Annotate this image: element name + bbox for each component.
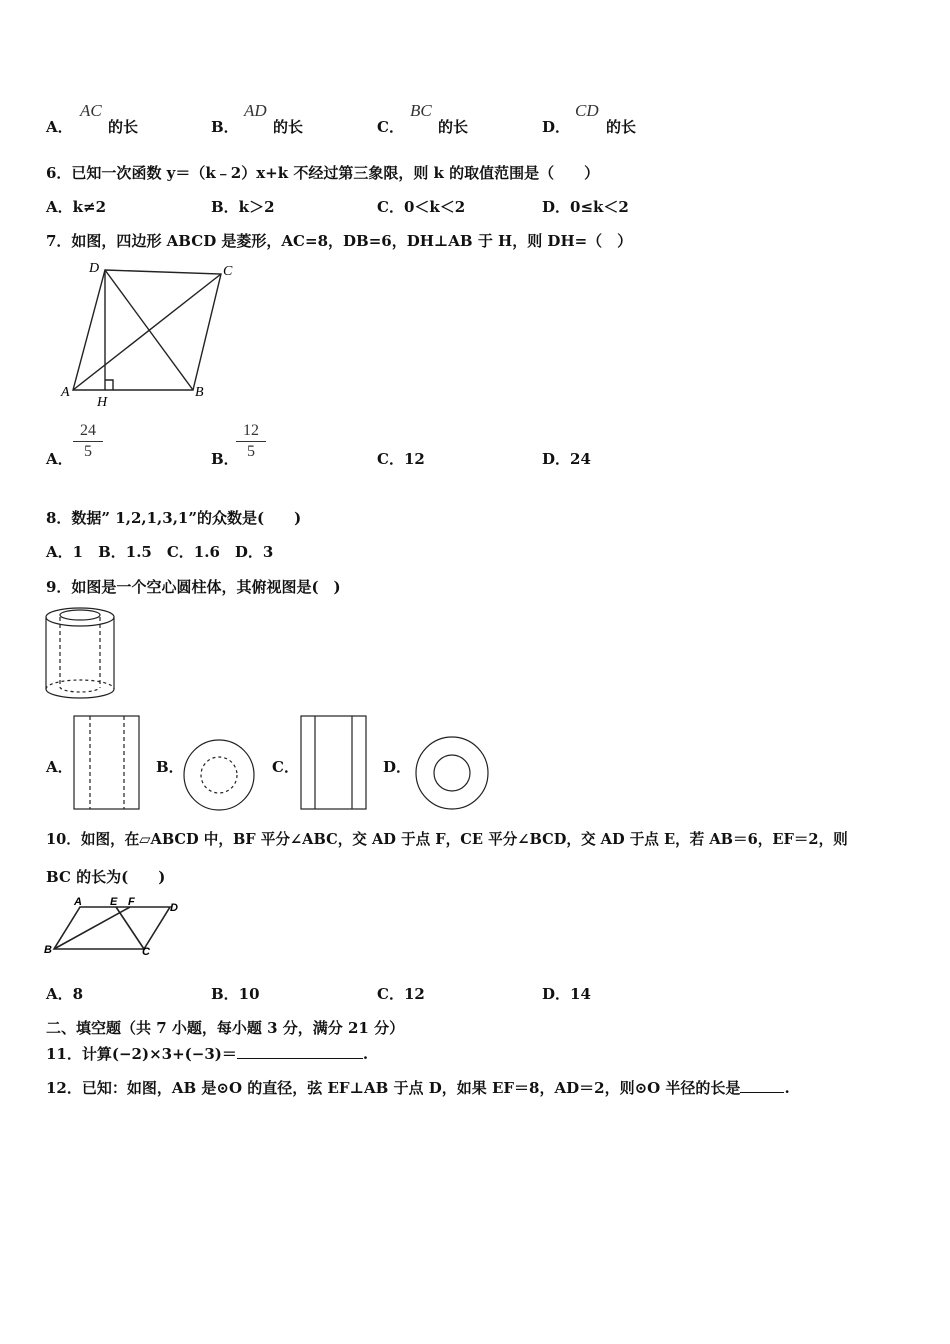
hollow-cylinder-figure [42,603,122,703]
q7-option-a-fraction: $\frac{24}{5}$ [73,422,103,461]
q5-option-d-suffix: 的长 [606,118,637,136]
q12-answer-blank[interactable] [740,1078,784,1093]
q7-option-d: D．24 [542,450,591,468]
q6-option-b: B．k＞2 [211,198,275,216]
q5-option-b: B． [211,118,239,136]
q5-option-b-math: AD [244,101,267,120]
q7-option-c: C．12 [377,450,425,468]
q7-option-b: B． [211,450,239,468]
q9-option-a: A． [46,758,73,776]
q5-option-a: A． [46,118,73,136]
q11-stem: 11．计算(−2)×3+(−3)＝ . [46,1045,369,1063]
q10-stem-line2: BC 的长为( ) [46,868,166,886]
q5-option-a-math: AC [80,101,102,120]
q9-option-a-figure [73,715,141,811]
rhombus-figure [55,258,245,410]
q9-option-d-figure [414,735,490,811]
q8-stem: 8．数据” 1,2,1,3,1”的众数是( ) [46,509,302,527]
label-d: D [170,902,178,914]
q10-option-c: C．12 [377,985,425,1003]
q12-stem: 12．已知：如图，AB 是⊙O 的直径，弦 EF⊥AB 于点 D，如果 EF＝8，AD＝2，则⊙O 半径的长是 . [46,1079,790,1097]
q7-stem: 7．如图，四边形 ABCD 是菱形，AC=8，DB=6，DH⊥AB 于 H，则 DH=（ ） [46,232,633,250]
q7-option-b-fraction: $\frac{12}{5}$ [236,422,266,461]
q5-option-c-suffix: 的长 [438,118,469,136]
q9-stem: 9．如图是一个空心圆柱体，其俯视图是( ) [46,578,341,596]
section-2-heading: 二、填空题（共 7 小题，每小题 3 分，满分 21 分） [46,1019,405,1037]
label-e: E [110,896,118,908]
label-f: F [128,896,135,908]
q9-option-d: D． [383,758,412,776]
q5-option-a-suffix: 的长 [108,118,139,136]
q6-option-a: A．k≠2 [46,198,107,216]
q10-stem-line1: 10．如图，在▱ABCD 中，BF 平分∠ABC，交 AD 于点 F，CE 平分∠BCD，交 AD 于点 E，若 AB＝6，EF＝2，则 [46,831,848,848]
q6-option-d: D．0≤k＜2 [542,198,629,216]
q9-option-b-figure [182,738,256,812]
q11-answer-blank[interactable] [237,1044,363,1059]
label-a: A [74,896,82,908]
q6-option-c: C．0＜k＜2 [377,198,466,216]
label-b: B [195,385,204,400]
q10-option-a: A．8 [46,985,84,1003]
q9-option-b: B． [156,758,184,776]
label-h: H [97,395,108,410]
label-c: C [142,946,150,957]
q9-option-c-figure [300,715,368,811]
q5-option-d-math: CD [575,101,599,120]
label-d: D [89,261,100,276]
q9-option-c: C． [272,758,299,776]
q10-option-b: B．10 [211,985,260,1003]
label-c: C [223,264,233,279]
q5-option-b-suffix: 的长 [273,118,304,136]
label-b: B [44,944,52,956]
q5-option-c-math: BC [410,101,432,120]
q7-option-a: A． [46,450,73,468]
label-a: A [61,385,70,400]
q5-option-d: D． [542,118,571,136]
q8-options: A．1 B．1.5 C．1.6 D．3 [46,543,274,561]
parallelogram-figure [42,893,184,957]
q10-option-d: D．14 [542,985,591,1003]
q6-stem: 6．已知一次函数 y＝（k﹣2）x+k 不经过第三象限，则 k 的取值范围是（ ） [46,164,600,182]
q5-option-c: C． [377,118,404,136]
